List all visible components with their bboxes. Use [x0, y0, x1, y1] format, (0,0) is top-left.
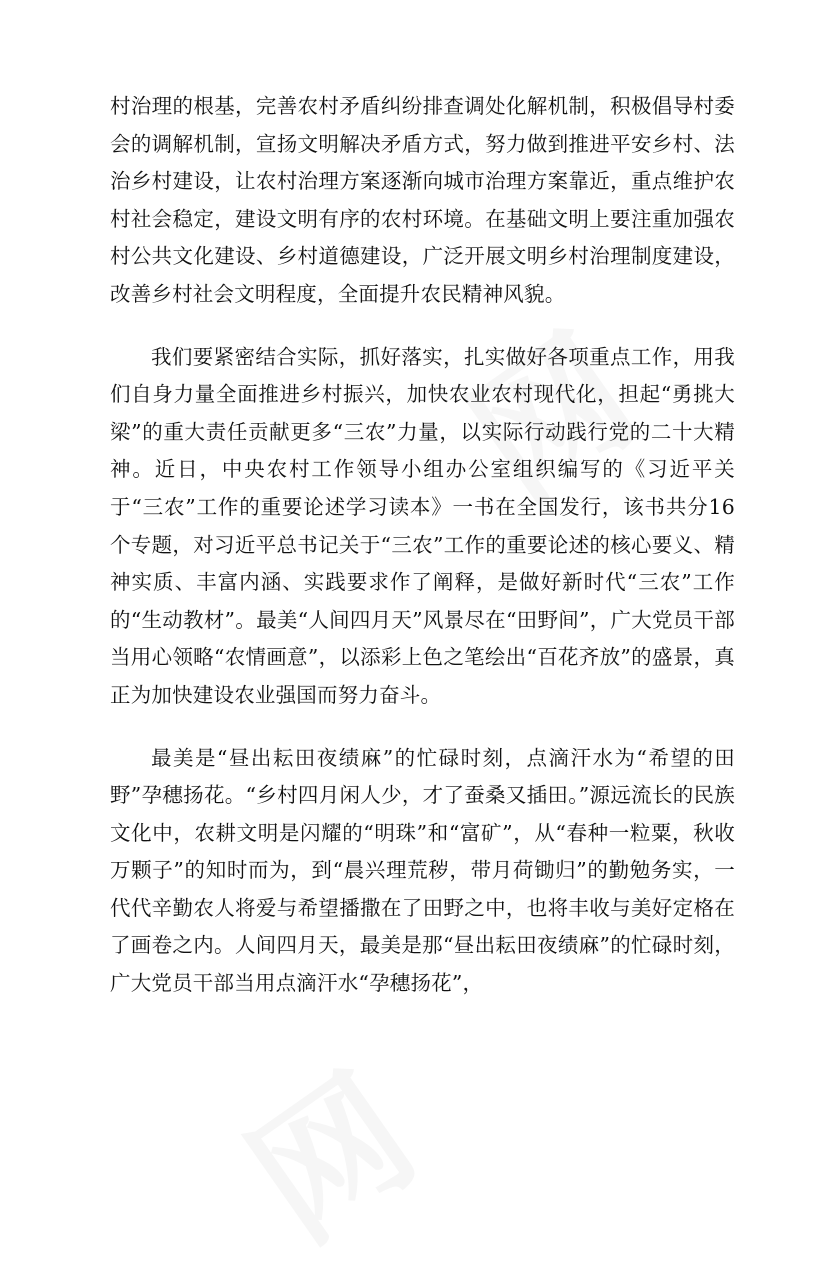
paragraph-spacer — [110, 715, 735, 740]
paragraph: 最美是“昼出耘田夜绩麻”的忙碌时刻，点滴汗水为“希望的田野”孕穗扬花。“乡村四月闲人少，才了蚕桑又插田。”源远流长的民族文化中，农耕文明是闪耀的“明珠”和“富矿”，从“春种一粒粟，秋收万颗子”的知时而为，到“晨兴理荒秽，带月荷锄归”的勤勉务实，一代代辛勤农人将爱与希望播撒在了田野之中，也将丰收与美好定格在了画卷之内。人间四月天，最美是那“昼出耘田夜绩麻”的忙碌时刻，广大党员干部当用点滴汗水“孕穗扬花”， — [110, 745, 735, 996]
paragraph-spacer — [110, 314, 735, 339]
paragraph-continuation: 村治理的根基，完善农村矛盾纠纷排查调处化解机制，积极倡导村委会的调解机制，宣扬文明解决矛盾方式，努力做到推进平安乡村、法治乡村建设，让农村治理方案逐渐向城市治理方案靠近，重点维护农村社会稳定，建设文明有序的农村环境。在基础文明上要注重加强农村公共文化建设、乡村道德建设，广泛开展文明乡村治理制度建设，改善乡村社会文明程度，全面提升农民精神风貌。 — [110, 94, 735, 306]
watermark — [202, 1017, 449, 1280]
paragraph: 我们要紧密结合实际，抓好落实，扎实做好各项重点工作，用我们自身力量全面推进乡村振兴，加快农业农村现代化，担起“勇挑大梁”的重大责任贡献更多“三农”力量，以实际行动践行党的二十大精神。近日，中央农村工作领导小组办公室组织编写的《习近平关于“三农”工作的重要论述学习读本》一书在全国发行，该书共分16个专题，对习近平总书记关于“三农”工作的重要论述的核心要义、精神实质、丰富内涵、实践要求作了阐释，是做好新时代“三农”工作的“生动教材”。最美“人间四月天”风景尽在“田野间”，广大党员干部当用心领略“农情画意”，以添彩上色之笔绘出“百花齐放”的盛景，真正为加快建设农业强国而努力奋斗。 — [110, 344, 735, 707]
document-body — [110, 88, 735, 1003]
